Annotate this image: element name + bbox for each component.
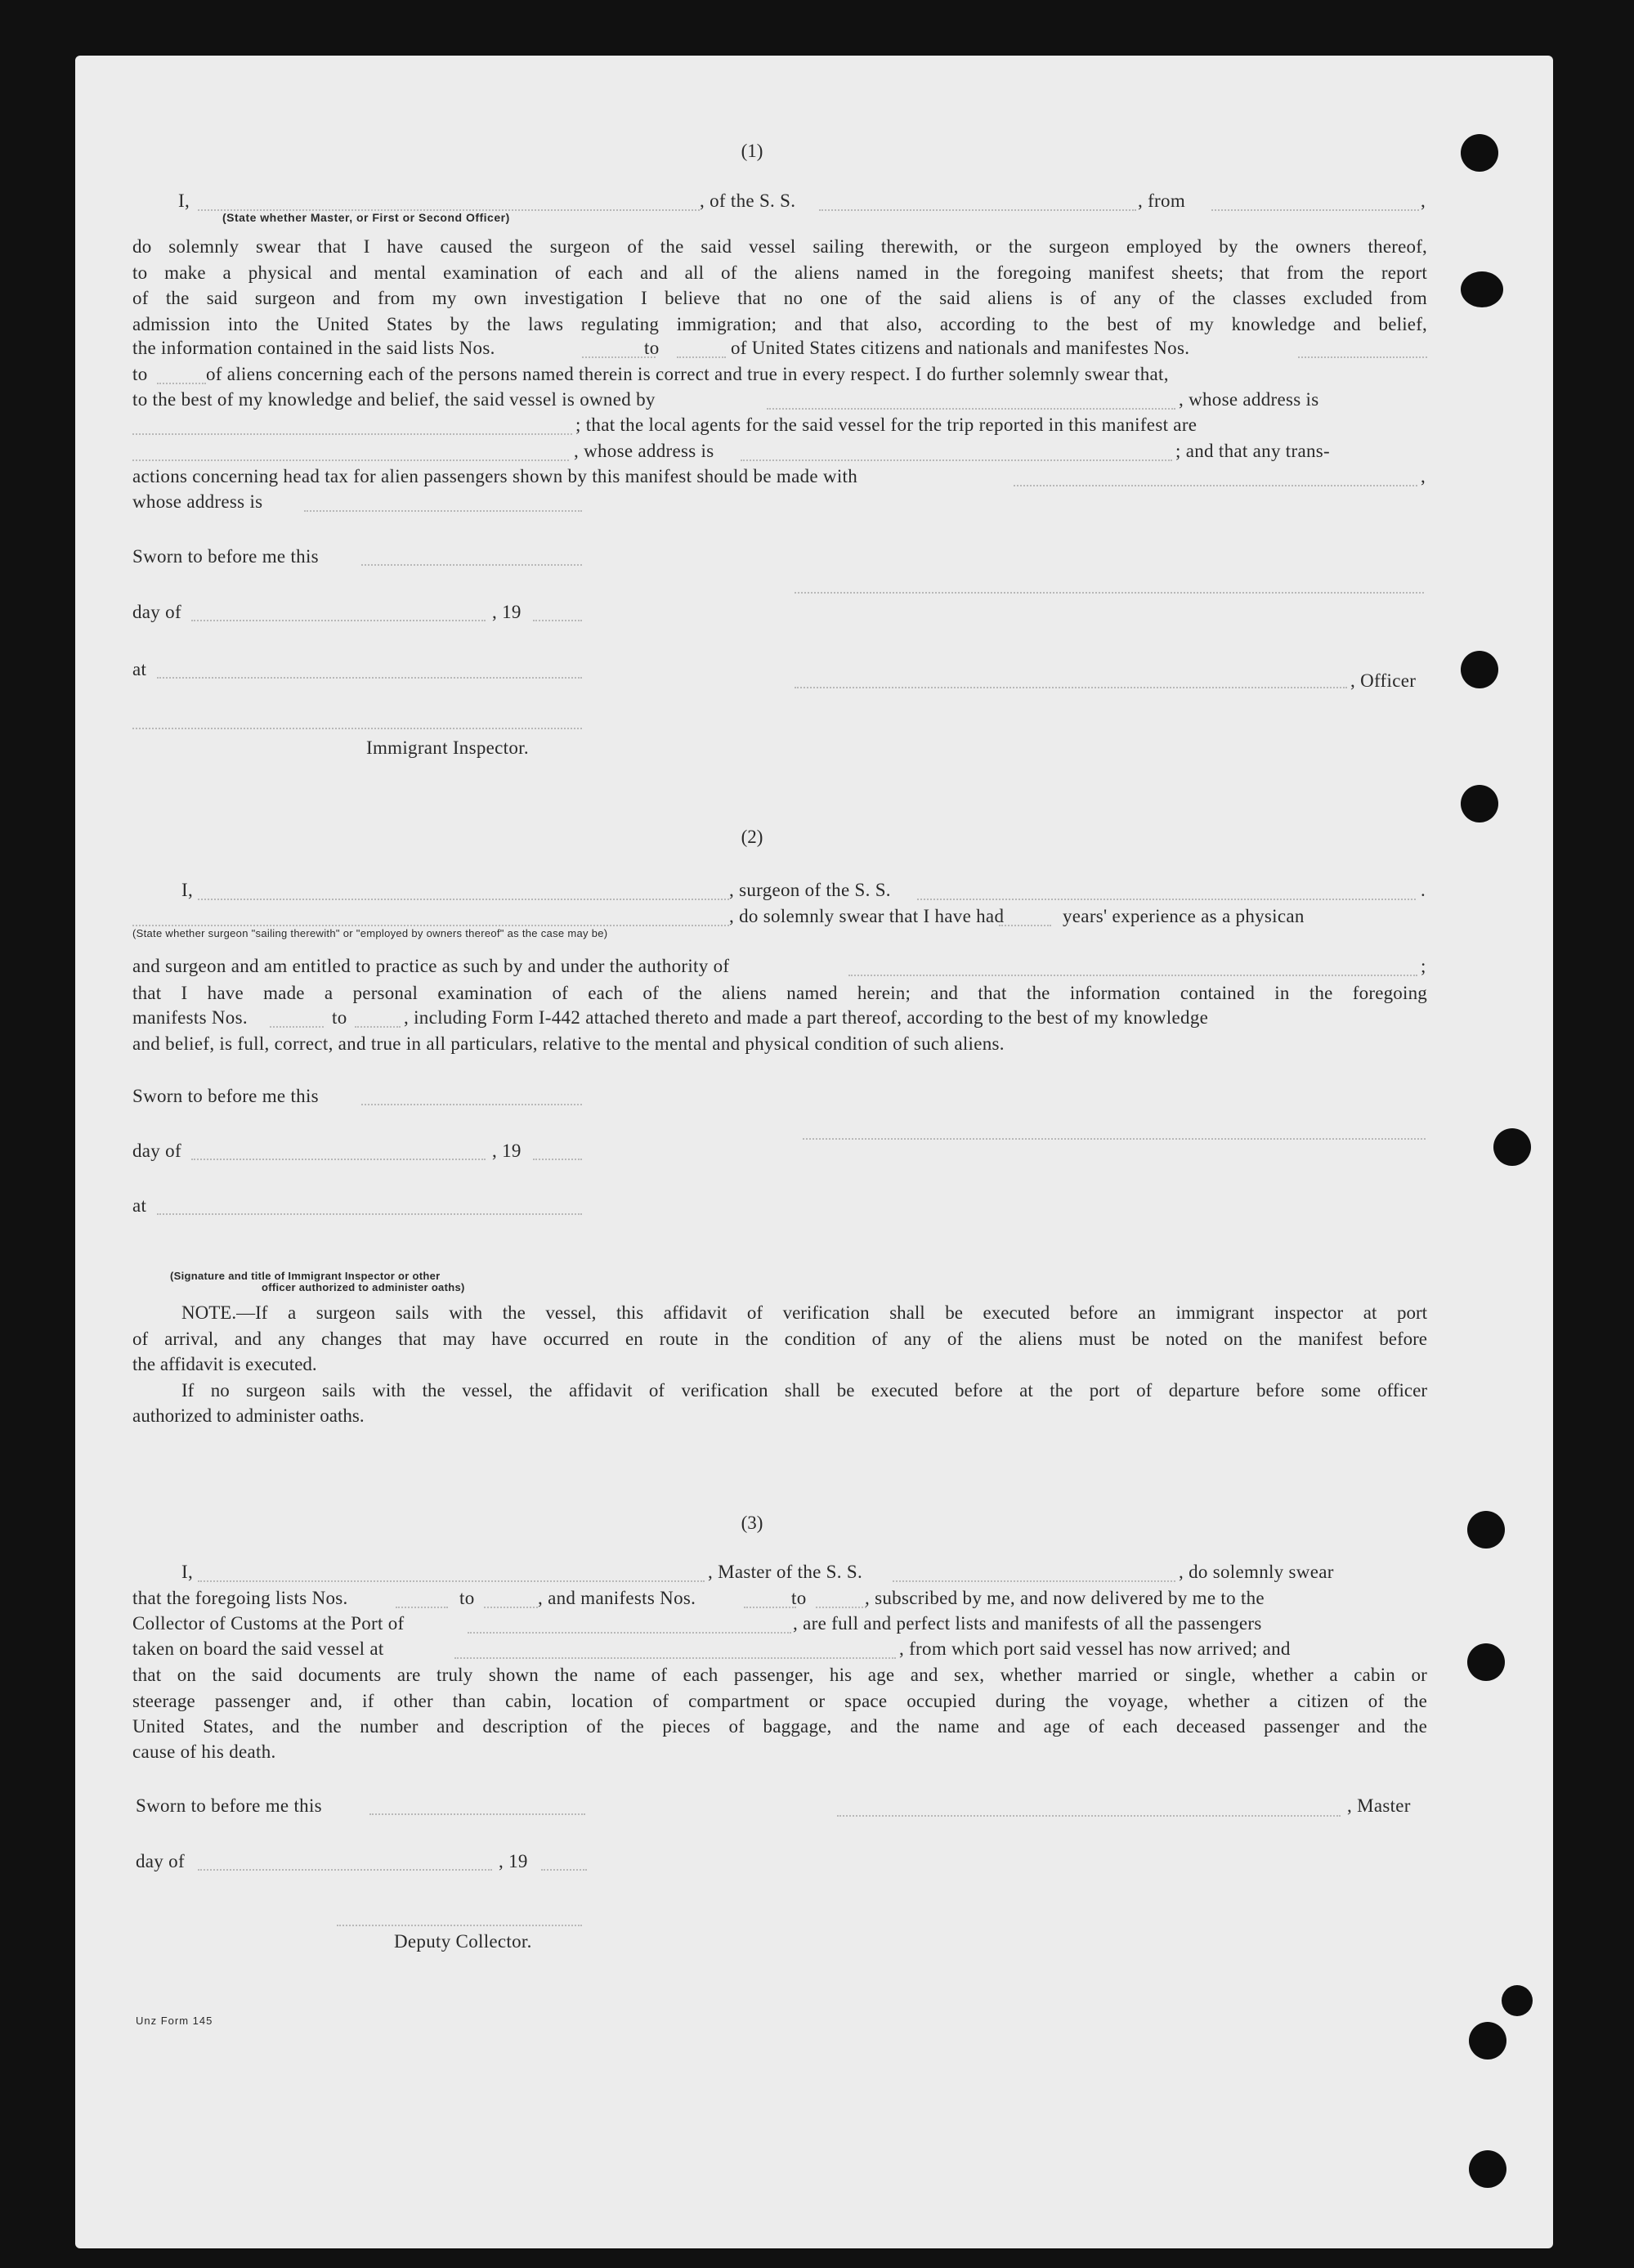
section-1-number: (1): [741, 141, 763, 161]
punch-hole: [1469, 2022, 1506, 2060]
day-of-field-2[interactable]: [191, 1159, 486, 1160]
lists-nos-to-field[interactable]: [677, 356, 726, 358]
deputy-line[interactable]: [337, 1925, 582, 1926]
exam-line: [132, 980, 1427, 1006]
text-line: to make a physical and mental examination of each and all of the aliens named in the foregoing manifest sheets; that from the report: [132, 262, 1427, 283]
years-field[interactable]: [999, 925, 1051, 926]
at-field[interactable]: [157, 677, 582, 679]
year-label-2: , 19: [492, 1141, 522, 1161]
year-label: , 19: [492, 602, 522, 622]
collector-label: Collector of Customs at the Port of: [132, 1613, 405, 1634]
sworn-field-3[interactable]: [369, 1813, 585, 1815]
sworn-label-3: Sworn to before me this: [136, 1795, 322, 1816]
from-port-field[interactable]: [1211, 209, 1419, 211]
text-line: steerage passenger and, if other than cabin, location of compartment or space occupied during the voyage, whether a citizen of the: [132, 1690, 1427, 1711]
form-number: Unz Form 145: [136, 2015, 213, 2027]
lists-nos-to: to: [644, 338, 660, 358]
manifests-label: manifests Nos.: [132, 1007, 248, 1028]
owner-address-field[interactable]: [132, 433, 572, 435]
of-ss-label: , of the S. S.: [700, 190, 796, 211]
text-line: United States, and the number and description of the pieces of baggage, and the name and age of each deceased passenger and the: [132, 1716, 1427, 1737]
signature-line[interactable]: [795, 592, 1424, 594]
inspector-line[interactable]: [132, 728, 582, 729]
day-of-label: day of: [132, 602, 181, 622]
manifest-to-field[interactable]: [157, 383, 206, 384]
manifests-to-field[interactable]: [355, 1026, 401, 1028]
surgeon-line-end: .: [1421, 880, 1426, 900]
line1-end: ,: [1421, 190, 1426, 211]
sworn-field[interactable]: [361, 564, 582, 566]
master-label: , Master: [1347, 1795, 1411, 1816]
section-1-paragraph: [132, 234, 1427, 337]
taken-field[interactable]: [454, 1657, 896, 1659]
section-3-number: (3): [741, 1513, 763, 1533]
collector-rest: , are full and perfect lists and manifests of all the passengers: [793, 1613, 1262, 1634]
year-field-3[interactable]: [541, 1869, 587, 1871]
officer-label: , Officer: [1350, 670, 1417, 691]
day-of-field-3[interactable]: [198, 1869, 492, 1871]
punch-hole: [1461, 785, 1498, 822]
sworn-label: Sworn to before me this: [132, 546, 319, 567]
lists-nos-label: the information contained in the said lists Nos.: [132, 338, 495, 358]
agents-address-field[interactable]: [741, 459, 1172, 461]
year-label-3: , 19: [499, 1851, 528, 1871]
to-label: to: [132, 364, 148, 384]
taken-rest: , from which port said vessel has now arrived; and: [899, 1638, 1291, 1659]
surgeon-of-label: , surgeon of the S. S.: [729, 880, 891, 900]
years-label: years' experience as a physican: [1063, 906, 1305, 926]
note-line: the affidavit is executed.: [132, 1354, 317, 1374]
swear-label: , do solemnly swear that I have had: [729, 906, 1005, 926]
punch-hole: [1467, 1511, 1505, 1549]
manifests-rest: , including Form I-442 attached thereto and made a part thereof, according to the best of my knowledge: [404, 1007, 1209, 1028]
head-tax-address-field[interactable]: [304, 510, 582, 512]
port-field[interactable]: [468, 1632, 791, 1634]
manifest-nos-field[interactable]: [1298, 356, 1427, 358]
lists-to-field-2[interactable]: [816, 1607, 866, 1608]
note-line: of arrival, and any changes that may have occurred en route in the condition of any of the aliens must be noted on the manifest before: [132, 1328, 1427, 1349]
surgeon-vessel-field[interactable]: [917, 899, 1416, 900]
from-label: , from: [1138, 190, 1186, 211]
owner-field[interactable]: [767, 408, 1175, 410]
signature-note-2: officer authorized to administer oaths): [262, 1281, 465, 1293]
note-line: NOTE.—If a surgeon sails with the vessel, this affidavit of verification shall be executed before an immigrant inspector at port: [181, 1302, 1427, 1323]
agents-field[interactable]: [132, 459, 569, 461]
master-signature-line[interactable]: [837, 1815, 1341, 1817]
text-line: admission into the United States by the laws regulating immigration; and that also, according to the best of my knowledge and belief,: [132, 313, 1427, 334]
officer-rank-note: (State whether Master, or First or Second Officer): [222, 211, 510, 224]
punch-hole: [1467, 1643, 1505, 1681]
section-2-i: I,: [181, 880, 194, 900]
note-line: authorized to administer oaths.: [132, 1405, 365, 1426]
master-swear-label: , do solemnly swear: [1179, 1562, 1334, 1582]
lists-to: to: [459, 1588, 475, 1608]
subscribed-label: , subscribed by me, and now delivered by me to the: [865, 1588, 1265, 1608]
signature-line-2[interactable]: [803, 1138, 1426, 1140]
note-line: If no surgeon sails with the vessel, the affidavit of verification shall be executed before at the port of departure before some officer: [181, 1379, 1427, 1401]
at-label: at: [132, 659, 147, 679]
manifests-from-field[interactable]: [270, 1026, 324, 1028]
authority-end: ;: [1421, 956, 1426, 976]
deputy-label: Deputy Collector.: [394, 1931, 532, 1952]
punch-hole: [1502, 1985, 1533, 2016]
punch-hole: [1493, 1128, 1531, 1166]
punch-hole: [1461, 271, 1503, 307]
authority-label: and surgeon and am entitled to practice as such by and under the authority of: [132, 956, 730, 976]
signature-note-1: (Signature and title of Immigrant Inspector or other: [170, 1270, 441, 1282]
trans-label: ; and that any trans-: [1175, 441, 1330, 461]
section-1-i: I,: [178, 190, 190, 211]
lists-from-field[interactable]: [396, 1607, 448, 1608]
text-line: of the said surgeon and from my own investigation I believe that no one of the said aliens is of any of the classes excluded from: [132, 288, 1427, 308]
lists-nos-rest: of United States citizens and nationals and manifestes Nos.: [731, 338, 1190, 358]
year-field-2[interactable]: [533, 1159, 582, 1160]
taken-label: taken on board the said vessel at: [132, 1638, 384, 1659]
at-field-2[interactable]: [157, 1213, 582, 1215]
officer-line[interactable]: [795, 687, 1347, 688]
owned-address-label: , whose address is: [1179, 389, 1319, 410]
section-2-number: (2): [741, 827, 763, 847]
head-tax-field[interactable]: [1014, 485, 1417, 486]
inspector-label: Immigrant Inspector.: [366, 737, 529, 758]
surgeon-status-note: (State whether surgeon "sailing therewith" or "employed by owners thereof" as the case may be): [132, 927, 608, 939]
section-3-i: I,: [181, 1562, 194, 1582]
punch-hole: [1461, 651, 1498, 688]
day-of-label-2: day of: [132, 1141, 181, 1161]
master-vessel-field[interactable]: [893, 1580, 1175, 1582]
surgeon-name-field[interactable]: [198, 899, 729, 900]
note-paragraph: [132, 1300, 1427, 1429]
lists-to-2: to: [791, 1588, 807, 1608]
head-tax-label: actions concerning head tax for alien passengers shown by this manifest should be made with: [132, 466, 858, 486]
manifests-to: to: [332, 1007, 347, 1028]
lists-to-field[interactable]: [484, 1607, 538, 1608]
lists-label: that the foregoing lists Nos.: [132, 1588, 348, 1608]
punch-hole: [1461, 134, 1498, 172]
whose-address-label: , whose address is: [574, 441, 714, 461]
text-line: do solemnly swear that I have caused the surgeon of the said vessel sailing therewith, or the surgeon employed by the owners thereof,: [132, 236, 1427, 257]
at-label-2: at: [132, 1195, 147, 1216]
authority-field[interactable]: [848, 975, 1417, 976]
to-rest: of aliens concerning each of the persons named therein is correct and true in every respect. I do further solemnly swear that,: [206, 364, 1169, 384]
master-name-field[interactable]: [198, 1580, 705, 1582]
manifests-nos-label: , and manifests Nos.: [538, 1588, 696, 1608]
agents-label: ; that the local agents for the said vessel for the trip reported in this manifest are: [575, 415, 1198, 435]
form-page: [75, 56, 1553, 2248]
head-tax-end: ,: [1421, 466, 1426, 486]
punch-hole: [1469, 2150, 1506, 2188]
day-of-field[interactable]: [191, 620, 486, 621]
manifests-nos-field-3[interactable]: [744, 1607, 796, 1608]
sworn-field-2[interactable]: [361, 1104, 582, 1105]
whose-address-2: whose address is: [132, 491, 263, 512]
master-of-label: , Master of the S. S.: [708, 1562, 863, 1582]
sworn-label-2: Sworn to before me this: [132, 1086, 319, 1106]
text-line: that I have made a personal examination of each of the aliens named herein; and that the information contained in the foregoing: [132, 983, 1427, 1003]
belief-line: and belief, is full, correct, and true in all particulars, relative to the mental and physical condition of such aliens.: [132, 1033, 1005, 1054]
text-line: that on the said documents are truly shown the name of each passenger, his age and sex, whether married or single, whether a cabin or: [132, 1665, 1427, 1685]
day-of-label-3: day of: [136, 1851, 185, 1871]
year-field[interactable]: [533, 620, 582, 621]
cause-line: cause of his death.: [132, 1741, 276, 1762]
section-3-paragraph: [132, 1662, 1427, 1740]
owned-label: to the best of my knowledge and belief, the said vessel is owned by: [132, 389, 656, 410]
vessel-name-field[interactable]: [819, 209, 1136, 211]
surgeon-status-field[interactable]: [132, 925, 729, 926]
